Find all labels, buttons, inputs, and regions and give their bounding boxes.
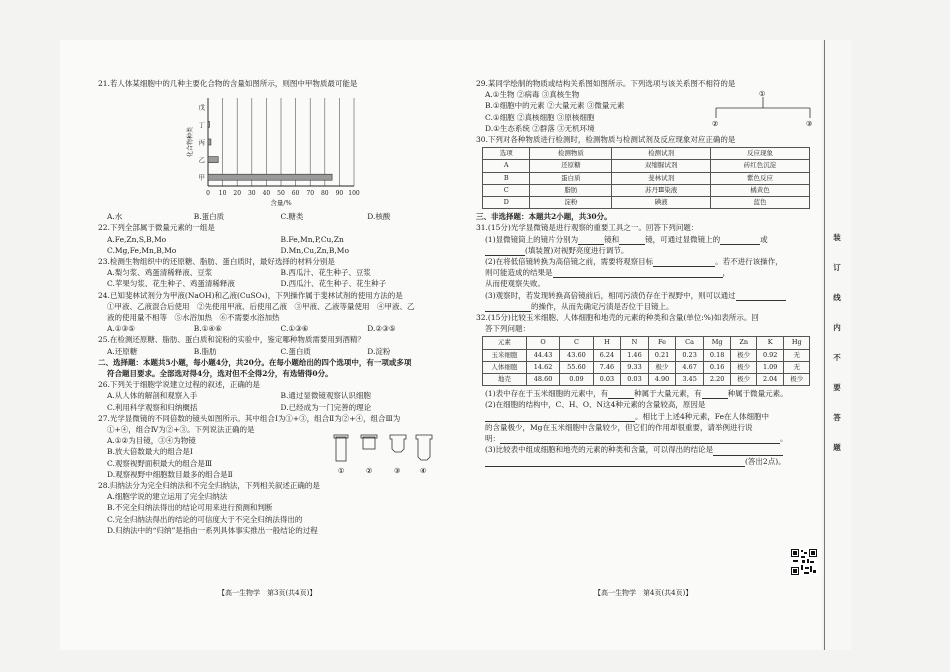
y-tick-label: 丁	[198, 121, 205, 130]
y-tick-label: 丙	[198, 138, 205, 147]
answer-blank[interactable]	[702, 389, 728, 399]
answer-blank[interactable]	[500, 434, 780, 444]
table-cell: 砖红色沉淀	[711, 160, 810, 172]
q32-p3b: (答出2点)。	[745, 456, 786, 466]
y-tick-label: 戊	[198, 103, 205, 112]
table-cell: 斐林试剂	[612, 172, 711, 184]
q32-intro-1: 32.(15分)比较玉米细胞、人体细胞和地壳的元素的种类和含量(单位:%)如表所示。回	[476, 313, 759, 323]
q31-p3a: (3)观察时，若发现转换高倍镜前后，相同污渍仍存在于视野中，则可以通过	[485, 290, 736, 300]
table-row	[483, 172, 810, 184]
answer-blank[interactable]	[608, 389, 634, 399]
q27-option-a: A.①②为目镜，③④为物镜	[107, 436, 196, 446]
table-cell: D	[483, 197, 530, 209]
q31-p1c: 镜，可通过显微镜上的	[645, 234, 721, 244]
binder-char: 线	[833, 293, 841, 302]
q31-part2-line1	[476, 256, 819, 267]
table-header-row	[483, 148, 810, 160]
q31-p2c: 则可能造成的结果是	[485, 268, 553, 278]
q31-intro: 31.(15分)光学显微镜是进行观察的重要工具之一。回答下列问题：	[476, 223, 699, 233]
q29-block	[476, 78, 819, 134]
q28-option-c: C.完全归纳法得出的结论的可信度大于不完全归纳法得出的	[107, 514, 303, 524]
q32-p2c: 的含量极少，Mg在玉米细胞中含量较少，但它们的作用却很重要，请举例进行说	[485, 422, 753, 432]
diagram-node-3: ③	[806, 120, 813, 128]
q23-option-d: D.西瓜汁、花生种子、花生种子	[280, 279, 387, 289]
left-column	[98, 78, 454, 536]
q31-p1a: (1)显微镜筒上的镜片分别为	[485, 234, 579, 244]
table-header-cell: 选项	[483, 148, 530, 160]
q27-body	[98, 435, 454, 480]
q29-option-c: C.①细胞 ②真核细胞 ③原核细胞	[485, 112, 595, 122]
table-header-cell: 反应现象	[711, 148, 810, 160]
answer-blank[interactable]	[485, 302, 531, 312]
x-tick-label: 100	[348, 190, 360, 198]
q23-stem: 23.检测生物组织中的还原糖、脂肪、蛋白质时，最好选择的材料分别是	[98, 257, 335, 267]
diagram-node-1: ①	[759, 90, 766, 98]
x-tick-label: 90	[335, 190, 344, 198]
table-cell: 苏丹Ⅲ染液	[612, 184, 711, 196]
bar-乙	[208, 157, 218, 163]
q27-option-c: C.观察视野面积最大的组合是Ⅲ	[107, 458, 213, 468]
bar-丙	[208, 139, 211, 145]
q26-option-c: C.利用科学观察和归纳概括	[107, 402, 198, 412]
q22-option-b: B.Fe,Mn,P,Cu,Zn	[280, 234, 344, 244]
answer-blank[interactable]	[736, 291, 786, 301]
q32-intro-2: 答下列问题：	[485, 324, 530, 334]
q25-option-d: D.淀粉	[367, 346, 391, 356]
table-cell: 0.03	[621, 374, 649, 386]
q21-option-d: D.核酸	[367, 212, 391, 222]
q31-p1d: 或	[760, 234, 768, 244]
q21-options	[98, 211, 454, 222]
q28-stem: 28.归纳法分为完全归纳法和不完全归纳法，下列相关叙述正确的是	[98, 481, 320, 491]
table-cell: 人体细胞	[483, 361, 527, 373]
q27-stem-1: 27.光学显微镜的不同倍数的镜头如图所示。其中组合Ⅰ为①+③，组合Ⅱ为②+④，组合Ⅲ为	[98, 413, 401, 423]
q24-option-b: B.①④⑥	[193, 324, 222, 334]
q22-stem: 22.下列全部属于微量元素的一组是	[98, 223, 215, 233]
q24-options	[98, 323, 454, 334]
table-row	[483, 349, 810, 361]
q32-p1c: 种属于微量元素。	[727, 389, 788, 399]
table-cell: 7.46	[593, 361, 621, 373]
table-header-cell: C	[560, 337, 593, 349]
q31-p1b: 镜和	[604, 234, 620, 244]
compound-content-bar-chart	[98, 92, 398, 208]
table-cell: 0.92	[756, 349, 784, 361]
q32-part1	[476, 388, 819, 399]
table-header-cell: Zn	[731, 337, 756, 349]
table-cell: 碘液	[612, 197, 711, 209]
x-tick-label: 0	[206, 190, 210, 198]
binder-char: 内	[833, 323, 841, 332]
table-header-row	[483, 337, 810, 349]
q26-options-row1	[98, 390, 454, 401]
lens-label-3: ③	[394, 467, 401, 476]
q26-option-b: B.通过显微镜观察认识细胞	[280, 391, 371, 401]
q24-option-d: D.②③⑤	[367, 324, 396, 334]
q23-option-b: B.西瓜汁、花生种子、豆浆	[280, 268, 371, 278]
table-cell: 48.60	[526, 374, 559, 386]
table-cell: 玉米细胞	[483, 349, 527, 361]
table-cell: 4.67	[676, 361, 704, 373]
q27-option-b: B.放大倍数最大的组合是Ⅰ	[107, 447, 193, 457]
q23-options-row1	[98, 267, 454, 278]
right-column	[476, 78, 819, 467]
answer-blank[interactable]	[553, 268, 723, 278]
table-cell: 0.21	[648, 349, 676, 361]
q23-options-row2	[98, 278, 454, 289]
q27-option-d: D.观察视野中细胞数目最多的组合是Ⅱ	[107, 469, 233, 479]
q32-p2a: (2)在细胞的结构中，C、H、O、N这4种元素的含量较高，原因是	[485, 400, 706, 410]
q31-part3-line2	[476, 301, 819, 312]
q27-stem-2: ①+④，组合Ⅳ为②+③。下列说法正确的是	[107, 425, 255, 435]
table-row	[483, 374, 810, 386]
q29-option-d: D.①生态系统 ②群落 ③无机环境	[485, 123, 595, 133]
q31-part3-line1	[476, 290, 819, 301]
table-header-cell: 检测物质	[530, 148, 612, 160]
table-cell: 14.62	[526, 361, 559, 373]
table-cell: 0.03	[593, 374, 621, 386]
answer-blank[interactable]	[713, 446, 783, 456]
left-footer: 【高一生物学 第3页(共4页)】	[218, 589, 317, 597]
binder-char: 装	[833, 233, 841, 242]
q24-stem-3: 液的使用量不相等 ⑤水浴加热 ⑥不需要水浴加热	[107, 313, 280, 323]
q26-stem: 26.下列关于细胞学说建立过程的叙述，正确的是	[98, 380, 260, 390]
table-cell: 橘黄色	[711, 184, 810, 196]
table-row	[483, 361, 810, 373]
lens-label-4: ④	[420, 467, 427, 476]
q24-stem-1: 24.已知斐林试剂分为甲液(NaOH)和乙液(CuSO₄)，下列操作属于斐林试剂的使用方法的是	[98, 290, 403, 300]
y-axis-label: 化合物种类	[187, 127, 194, 158]
table-header-cell: Hg	[784, 337, 810, 349]
lens-figure	[330, 431, 440, 477]
lens-label-2: ②	[366, 467, 373, 476]
q25-option-a: A.还原糖	[107, 346, 138, 356]
table-cell: C	[483, 184, 530, 196]
table-row	[483, 160, 810, 172]
q22-option-d: D.Mn,Cu,Zn,B,Mo	[280, 245, 349, 255]
table-cell: B	[483, 172, 530, 184]
table-cell: 43.60	[560, 349, 593, 361]
q21-option-a: A.水	[107, 212, 123, 222]
table-cell: 蛋白质	[530, 172, 612, 184]
table-cell: 2.20	[703, 374, 731, 386]
table-header-cell: 检测试剂	[612, 148, 711, 160]
table-cell: 1.09	[756, 361, 784, 373]
table-header-cell: K	[756, 337, 784, 349]
table-cell: 44.43	[526, 349, 559, 361]
q28-option-d: D.归纳法中的“归纳”是指由一系列具体事实推出一般结论的过程	[107, 525, 318, 535]
q32-p2d: 明：	[485, 434, 500, 444]
table-cell: 地壳	[483, 374, 527, 386]
table-cell: 9.33	[621, 361, 649, 373]
table-cell: 极少	[731, 374, 756, 386]
section2-heading-2: 符合题目要求。全部选对得4分，选对但不全得2分，有选错得0分。	[107, 369, 333, 379]
q31-p2b: 。若不进行该操作，	[715, 257, 783, 267]
table-cell: 2.04	[756, 374, 784, 386]
y-tick-label: 甲	[198, 173, 205, 182]
table-cell: 紫色反应	[711, 172, 810, 184]
binder-char: 不	[833, 353, 841, 362]
x-tick-label: 10	[218, 190, 227, 198]
q23-option-c: C.苹果匀浆、花生种子、鸡蛋清稀释液	[107, 279, 235, 289]
table-header-cell: Mg	[703, 337, 731, 349]
q23-option-a: A.梨匀浆、鸡蛋清稀释液、豆浆	[107, 268, 213, 278]
table-cell: 0.23	[676, 349, 704, 361]
lens-3-objective-short	[390, 435, 406, 452]
q32-part2-line4	[476, 433, 819, 444]
table-cell: 脂肪	[530, 184, 612, 196]
q32-part2-line2	[476, 411, 819, 422]
table-cell: 极少	[784, 374, 810, 386]
q32-part3-line2	[476, 456, 819, 467]
q25-stem: 25.在检测还原糖、脂肪、蛋白质和淀粉的实验中，鉴定哪种物质需要用到酒精？	[98, 335, 365, 345]
lens-1-eyepiece-long	[336, 437, 346, 461]
table-cell: 无	[784, 361, 810, 373]
q21-option-b: B.蛋白质	[193, 212, 225, 222]
section2-heading-1: 二、选择题：本题共5小题，每小题4分，共20分。在每小题给出的四个选项中，有一项或多项	[98, 357, 412, 367]
table-header-cell: Fe	[648, 337, 676, 349]
x-tick-label: 70	[306, 190, 315, 198]
table-cell: A	[483, 160, 530, 172]
q25-option-c: C.蛋白质	[280, 346, 311, 356]
answer-blank[interactable]	[619, 235, 645, 245]
q24-option-c: C.①③⑥	[280, 324, 309, 334]
q21-stem: 21.若人体某细胞中的几种主要化合物的含量如图所示，则图中甲物质最可能是	[98, 79, 358, 88]
diagram-node-2: ②	[712, 120, 719, 128]
q31-part1-line2	[476, 245, 819, 256]
answer-blank[interactable]	[485, 412, 635, 422]
q28-option-b: B.不完全归纳法得出的结论可用来进行预测和判断	[107, 503, 273, 513]
q32-p1a: (1)表中存在于玉米细胞的元素中，有	[485, 389, 609, 399]
table-cell: 1.46	[621, 349, 649, 361]
table-cell: 蓝色	[711, 197, 810, 209]
q25-options	[98, 346, 454, 357]
x-axis-label: 含量/%	[270, 199, 292, 208]
q32-p1b: 种属于大量元素，有	[634, 389, 702, 399]
table-cell: 0.18	[703, 349, 731, 361]
binder-char: 要	[833, 383, 841, 392]
q29-option-a: A.①生物 ②病毒 ③真核生物	[485, 90, 580, 100]
table-header-cell: O	[526, 337, 559, 349]
q25-option-b: B.脂肪	[193, 346, 217, 356]
lens-2-eyepiece-short	[363, 437, 375, 449]
q32-p2e: 。	[780, 434, 788, 444]
q21-chart	[98, 92, 454, 208]
bar-丁	[208, 122, 209, 128]
answer-blank[interactable]	[485, 246, 525, 256]
q30-stem: 30.下列对各种物质进行检测时，检测物质与检测试剂及反应现象对应正确的是	[476, 135, 736, 145]
table-cell: 极少	[731, 361, 756, 373]
q28-option-a: A.细胞学说的建立运用了完全归纳法	[107, 492, 228, 502]
table-cell: 3.45	[676, 374, 704, 386]
binding-margin	[824, 40, 851, 650]
binder-char: 答	[833, 413, 841, 422]
table-cell: 0.09	[560, 374, 593, 386]
binder-char: 订	[833, 263, 841, 272]
section3-heading: 三、非选择题：本题共2小题，共30分。	[476, 212, 612, 222]
table-cell: 无	[784, 349, 810, 361]
table-cell: 极少	[648, 361, 676, 373]
q22-option-a: A.Fe,Zn,S,B,Mo	[107, 234, 167, 244]
q31-p2a: (2)在将低倍镜转换为高倍镜之前，需要将观察目标	[485, 257, 654, 267]
q30-table	[482, 147, 810, 209]
q22-options-row1	[98, 234, 454, 245]
answer-blank[interactable]	[485, 457, 745, 467]
x-tick-label: 20	[233, 190, 242, 198]
table-row	[483, 197, 810, 209]
q31-p1e: (填装置)对视野亮度进行调节。	[525, 245, 629, 255]
x-tick-label: 50	[277, 190, 285, 198]
q29-option-b: B.①细胞中的元素 ②大量元素 ③微量元素	[485, 101, 625, 111]
q26-option-a: A.从人体的解剖和观察入手	[107, 391, 198, 401]
q26-options-row2	[98, 402, 454, 413]
q24-option-a: A.①③⑤	[107, 324, 135, 334]
q31-p3b: 的操作，从而先确定污渍是否位于目镜上。	[531, 301, 674, 311]
table-cell: 6.24	[593, 349, 621, 361]
table-cell: 0.16	[703, 361, 731, 373]
q21-option-c: C.糖类	[280, 212, 304, 222]
q31-part2-line2	[476, 267, 819, 278]
q32-table	[482, 336, 810, 386]
relation-diagram	[706, 88, 816, 132]
q32-part3-line1	[476, 444, 819, 455]
answer-blank[interactable]	[720, 235, 760, 245]
table-cell: 极少	[731, 349, 756, 361]
lens-4-objective-long	[416, 435, 432, 460]
q31-p2e: 从而使观察失败。	[485, 279, 545, 289]
y-tick-label: 乙	[198, 156, 205, 165]
q32-p3a: (3)比较表中组成细胞和地壳的元素的种类和含量，可以得出的结论是	[485, 445, 714, 455]
table-cell: 淀粉	[530, 197, 612, 209]
q22-option-c: C.Mg,Fe,Mn,B,Mo	[107, 245, 177, 255]
table-header-cell: N	[621, 337, 649, 349]
table-header-cell: 元素	[483, 337, 527, 349]
q29-stem: 29.某同学绘制的物质或结构关系图如图所示。下列选项与该关系图不相符的是	[476, 79, 736, 88]
q31-part1-line1	[476, 234, 819, 245]
table-row	[483, 184, 810, 196]
answer-blank[interactable]	[578, 235, 604, 245]
right-footer: 【高一生物学 第4页(共4页)】	[594, 589, 693, 597]
x-tick-label: 30	[247, 190, 256, 198]
table-header-cell: H	[593, 337, 621, 349]
q32-p2b: 。相比于上述4种元素，Fe在人体细胞中	[635, 411, 770, 421]
answer-blank[interactable]	[653, 257, 715, 267]
table-cell: 双缩脲试剂	[612, 160, 711, 172]
table-cell: 55.60	[560, 361, 593, 373]
bar-甲	[208, 174, 332, 180]
table-header-cell: Ca	[676, 337, 704, 349]
q24-stem-2: ①甲液、乙液混合后使用 ②先使用甲液、后使用乙液 ③甲液、乙液等量使用 ④甲液、乙	[107, 301, 415, 311]
q26-option-d: D.已经成为一门完善的理论	[280, 402, 372, 412]
x-tick-label: 80	[320, 190, 329, 198]
qr-code	[790, 548, 818, 576]
binder-char: 题	[833, 443, 841, 452]
table-cell: 4.90	[648, 374, 676, 386]
lens-label-1: ①	[338, 467, 345, 476]
q31-p2d: ，	[722, 268, 730, 278]
table-cell: 还原糖	[530, 160, 612, 172]
x-tick-label: 60	[291, 190, 300, 198]
x-tick-label: 40	[262, 190, 271, 198]
q22-options-row2	[98, 245, 454, 256]
